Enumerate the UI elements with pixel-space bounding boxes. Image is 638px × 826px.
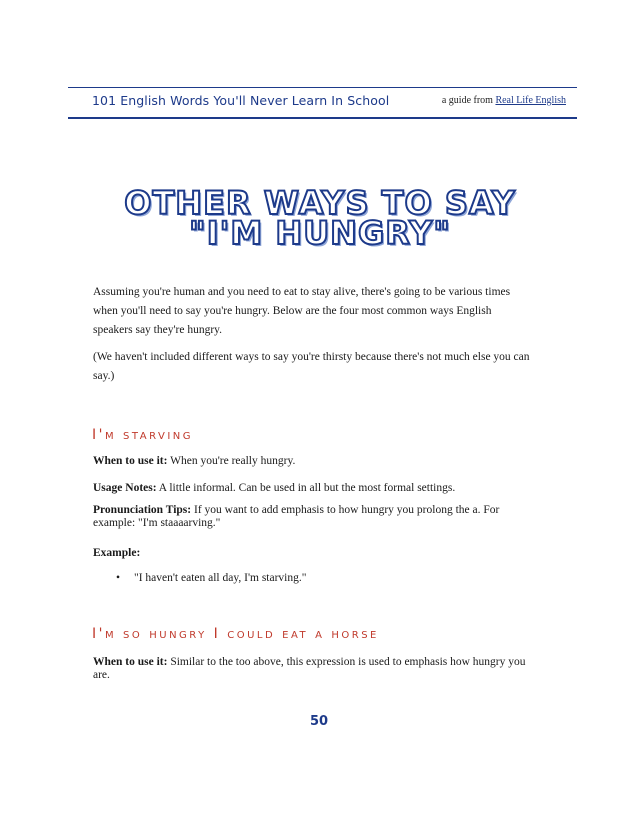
starving-example-label xyxy=(93,544,533,563)
pron-label: Pronunciation Tips: xyxy=(93,504,192,516)
starving-pronunciation-tips xyxy=(93,504,533,530)
header-rule-top xyxy=(68,87,577,88)
bullet-dot: • xyxy=(116,572,121,584)
page-title xyxy=(90,184,550,252)
starving-when-to-use xyxy=(93,452,533,471)
header-title: 101 English Words You'll Never Learn In School xyxy=(92,93,390,108)
intro-paragraph-2: (We haven't included different ways to say you're thirsty because there's not much else you can say.) xyxy=(93,351,530,382)
page-title-line-2: "I'M HUNGRY" xyxy=(189,214,451,252)
usage-label: Usage Notes: xyxy=(93,482,157,494)
starving-usage-notes xyxy=(93,479,533,498)
pron-text: If you want to add emphasis to how hungry you prolong the a. For example: "I'm staaaarving." xyxy=(93,504,500,529)
intro-paragraph-1: Assuming you're human and you need to eat to stay alive, there's going to be various times when you'll need to say you're hungry. Below are the four most common ways English speakers say they're hungry. xyxy=(93,286,511,336)
when-label: When to use it: xyxy=(93,455,168,467)
when-text: When you're really hungry. xyxy=(167,455,296,467)
page-number: 50 xyxy=(309,714,329,729)
when-text-2: Similar to the too above, this expression is used to emphasis how hungry you are. xyxy=(93,656,526,681)
section-heading-eat-a-horse: I'm so hungry I could eat a horse xyxy=(92,626,379,642)
real-life-english-link[interactable]: Real Life English xyxy=(495,95,566,106)
header-guide-prefix: a guide from xyxy=(441,95,493,106)
page-title-line-1: OTHER WAYS TO SAY xyxy=(124,184,516,222)
header-guide xyxy=(442,95,566,106)
when-label-2: When to use it: xyxy=(93,656,168,668)
example-bullet-text: "I haven't eaten all day, I'm starving." xyxy=(134,572,307,584)
example-label: Example: xyxy=(93,547,141,559)
example-bullet-item xyxy=(116,572,306,584)
horse-when-to-use xyxy=(93,656,533,682)
section-heading-starving: I'm starving xyxy=(92,427,193,443)
usage-text: A little informal. Can be used in all but the most formal settings. xyxy=(156,482,456,494)
header-rule-bottom xyxy=(68,117,577,119)
